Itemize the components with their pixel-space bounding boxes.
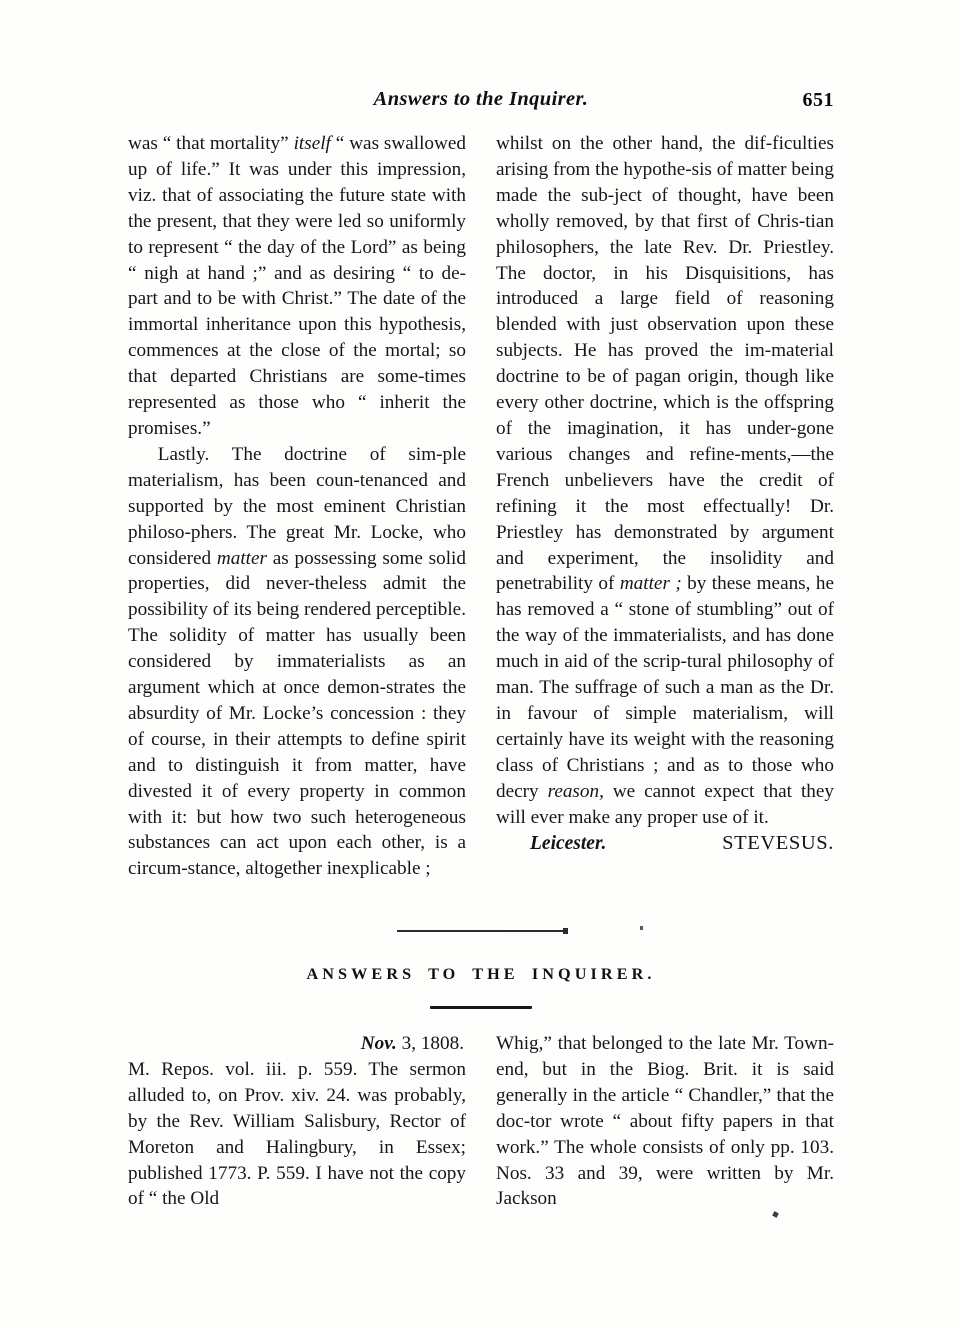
column-right-lower (496, 1031, 834, 1212)
section-heading: ANSWERS TO THE INQUIRER. (306, 965, 656, 983)
divider-rule-below (430, 1006, 532, 1009)
column-right-upper (496, 131, 834, 857)
signature-place: Leicester. (530, 833, 607, 855)
article-signature (496, 831, 834, 857)
running-head (128, 88, 834, 122)
signature-name: STEVESUS. (722, 832, 834, 855)
running-head-title: Answers to the Inquirer. (373, 88, 589, 110)
paragraph: M. Repos. vol. iii. p. 559. The sermon alluded to, on Prov. xiv. 24. was probably, by the Rev. William Salisbury, Rector of Moreton and Halingbury, in Essex; published 1773. P. 559. I have not the copy of “ the Old (128, 1058, 466, 1210)
paragraph: whilst on the other hand, the dif-ficulties arising from the hypothe-sis of matter being made the sub-ject of thought, have been wholly removed, by that first of Chris-tian philosophers, the late Rev. Dr. Priestley. The doctor, in his Disquisitions, has introduced a large field of reasoning blended with just observation upon these subjects. He has proved the im-material doctrine to be of pagan origin, though like every other doctrine, which is the offspring of the imagination, it has under-gone various changes and refine-ments,—the French unbelievers have the credit of refining it the most effectually! Dr. Priestley has demonstrated by argument and experiment, the insolidity and penetrability of matter ; by these means, he has removed a “ stone of stumbling” out of the way of the immaterialists, and has done much in aid of the scrip-tural philosophy of man. The suffrage of such a man as the Dr. in favour of simple materialism, will certainly have its weight with the reasoning class of Christians ; and as to those who decry reason, we cannot expect that they will ever make any proper use of it. (496, 133, 834, 828)
ink-speck (772, 1211, 779, 1218)
divider-rule-above (397, 930, 565, 932)
dateline: Nov. 3, 1808. (360, 1033, 464, 1054)
column-left-upper (128, 131, 466, 882)
paragraph: Whig,” that belonged to the late Mr. Town-end, but in the Biog. Brit. it is said generally in the article “ Chandler,” that the doc-tor wrote “ about fifty papers in that work.” The whole consists of only pp. 103. Nos. 33 and 39, were written by Mr. Jackson (496, 1033, 834, 1210)
ink-speck (640, 926, 643, 930)
paragraph: Lastly. The doctrine of sim-ple materialism, has been coun-tenanced and supported by the most eminent Christian philoso-phers. The great Mr. Locke, who considered matter as possessing some solid properties, did never-theless admit the possibility of its being rendered perceptible. The solidity of matter has usually been considered by immaterialists as an argument which at once demon-strates the absurdity of Mr. Locke’s concession : they of course, in their attempts to define spirit and to distinguish it from matter, have divested it of every property in common with it: but how two such heterogeneous substances can act upon each other, is a circum-stance, altogether inexplicable ; (128, 443, 466, 880)
section-break (128, 930, 834, 1009)
paragraph: was “ that mortality” itself “ was swallowed up of life.” It was under this impression, viz. that of associating the future state with the present, that they were led so uniformly to represent “ the day of the Lord” as being “ nigh at hand ;” and as desiring “ to de-part and to be with Christ.” The date of the immortal inheritance upon this hypothesis, commences at the close of the mortal; so that departed Christians are some-times represented as those who “ inherit the promises.” (128, 133, 466, 439)
column-left-lower (128, 1031, 466, 1212)
page-number: 651 (802, 89, 834, 111)
